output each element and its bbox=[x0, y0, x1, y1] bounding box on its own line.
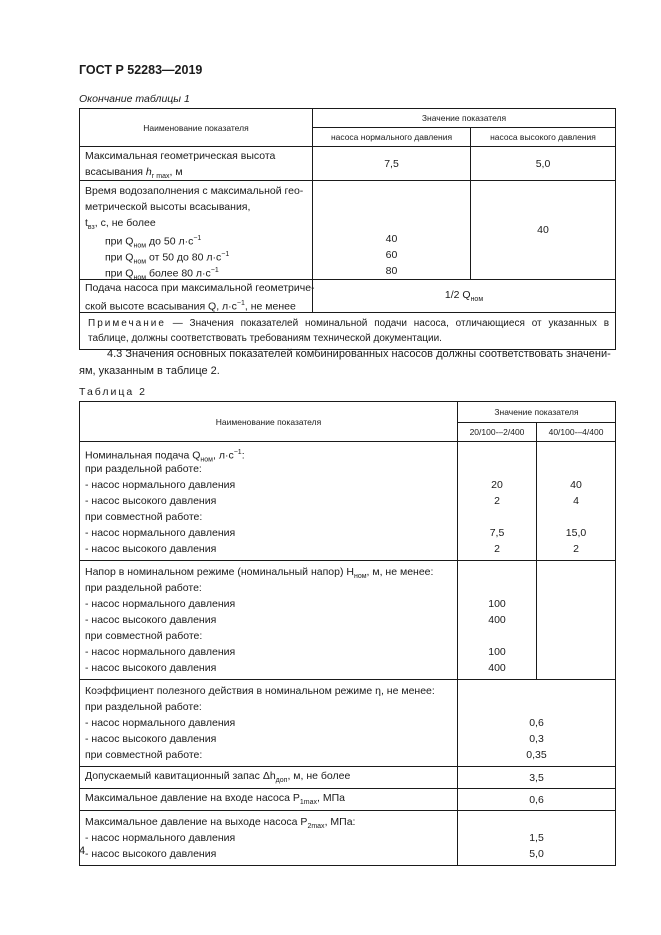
t1-row1-normal: 7,5 bbox=[313, 147, 471, 181]
t1-row2-normal: 40 60 80 bbox=[313, 181, 471, 280]
t1-row2-label: Время водозаполнения с максимальной гео- метрической высоты всасывания, $t_{вз}$, с, не более при $Q_{ном}$ до 50 $л\cdot с^{-1}$ при $Q_{ном}$ от 50 до 80 $л\cdot с^{-1}$ при $Q_{ном}$ более 80 $л\cdot с^{-1}$ bbox=[80, 181, 313, 280]
t2-header-c2: 40/100-–4/400 bbox=[537, 423, 616, 442]
table-row bbox=[80, 313, 616, 350]
table-row bbox=[80, 561, 616, 680]
t1-row1-label: Максимальная геометрическая высота всасывания $h_{г max}$, м bbox=[80, 147, 313, 181]
table1-caption: Окончание таблицы 1 bbox=[79, 93, 190, 105]
t2-header-name: Наименование показателя bbox=[80, 402, 458, 442]
t2-s6-value: 1,5 5,0 bbox=[458, 811, 616, 866]
t1-header-name: Наименование показателя bbox=[80, 109, 313, 147]
t1-row3-label: Подача насоса при максимальной геометриче- ской высоте всасывания Q, $л\cdot с^{-1}$, не менее bbox=[80, 280, 313, 313]
t2-s2-label: Напор в номинальном режиме (номинальный напор) $H_{ном}$, м, не менее: при раздельной работе: - насос нормального давления - насос высокого давления при совместной работе: - насос нормального давления - насос высокого давления bbox=[80, 561, 458, 680]
table-row bbox=[80, 811, 616, 866]
t2-s4-value: 3,5 bbox=[458, 767, 616, 789]
document-header: ГОСТ Р 52283—2019 bbox=[79, 63, 203, 77]
t1-note: Примечание — Значения показателей номинальной подачи насоса, отличающиеся от указанных в таблице, должны соответствовать требованиям технической документации. bbox=[80, 313, 616, 350]
table-row bbox=[80, 680, 616, 767]
t2-s3-label: Коэффициент полезного действия в номинальном режиме η, не менее: при раздельной работе: - насос нормального давления - насос высокого давления при совместной работе: bbox=[80, 680, 458, 767]
t2-header-value: Значение показателя bbox=[458, 402, 616, 423]
table-row bbox=[80, 442, 616, 561]
t2-s1-c2: 40 4 15,0 2 bbox=[537, 442, 616, 561]
t2-s2-c1: 100 400 100 400 bbox=[458, 561, 537, 680]
t2-s1-label: Номинальная подача $Q_{ном}$, $л\cdot с^{-1}$: при раздельной работе: - насос нормального давления - насос высокого давления при совместной работе: - насос нормального давления - насос высокого давления bbox=[80, 442, 458, 561]
t2-s5-value: 0,6 bbox=[458, 789, 616, 811]
t2-header-c1: 20/100-–2/400 bbox=[458, 423, 537, 442]
table-row bbox=[80, 789, 616, 811]
table2-caption: Таблица 2 bbox=[79, 386, 147, 398]
t1-row2-high: 40 bbox=[471, 181, 616, 280]
t2-s3-value: 0,6 0,3 0,35 bbox=[458, 680, 616, 767]
t2-s2-c2 bbox=[537, 561, 616, 680]
table-2 bbox=[79, 401, 616, 866]
table-row bbox=[80, 280, 616, 313]
t1-header-value: Значение показателя bbox=[313, 109, 616, 128]
t2-s6-label: Максимальное давление на выходе насоса $P_{2max}$, МПа: - насос нормального давления - насос высокого давления bbox=[80, 811, 458, 866]
t1-header-normal: насоса нормального давления bbox=[313, 128, 471, 147]
table-row bbox=[80, 147, 616, 181]
t2-s4-label: Допускаемый кавитационный запас $\Delta h_{доп}$, м, не более bbox=[80, 767, 458, 789]
t2-s5-label: Максимальное давление на входе насоса $P_{1max}$, МПа bbox=[80, 789, 458, 811]
t1-row3-value: 1/2 $Q_{ном}$ bbox=[313, 280, 616, 313]
table-row bbox=[80, 767, 616, 789]
page-number: 4 bbox=[79, 845, 86, 857]
t1-row1-high: 5,0 bbox=[471, 147, 616, 181]
table-row bbox=[80, 181, 616, 280]
t2-s1-c1: 20 2 7,5 2 bbox=[458, 442, 537, 561]
paragraph-4-3: 4.3 Значения основных показателей комбинированных насосов должны соответствовать значени- ям, указанным в таблице 2. bbox=[79, 348, 611, 377]
t1-header-high: насоса высокого давления bbox=[471, 128, 616, 147]
table-1 bbox=[79, 108, 616, 350]
